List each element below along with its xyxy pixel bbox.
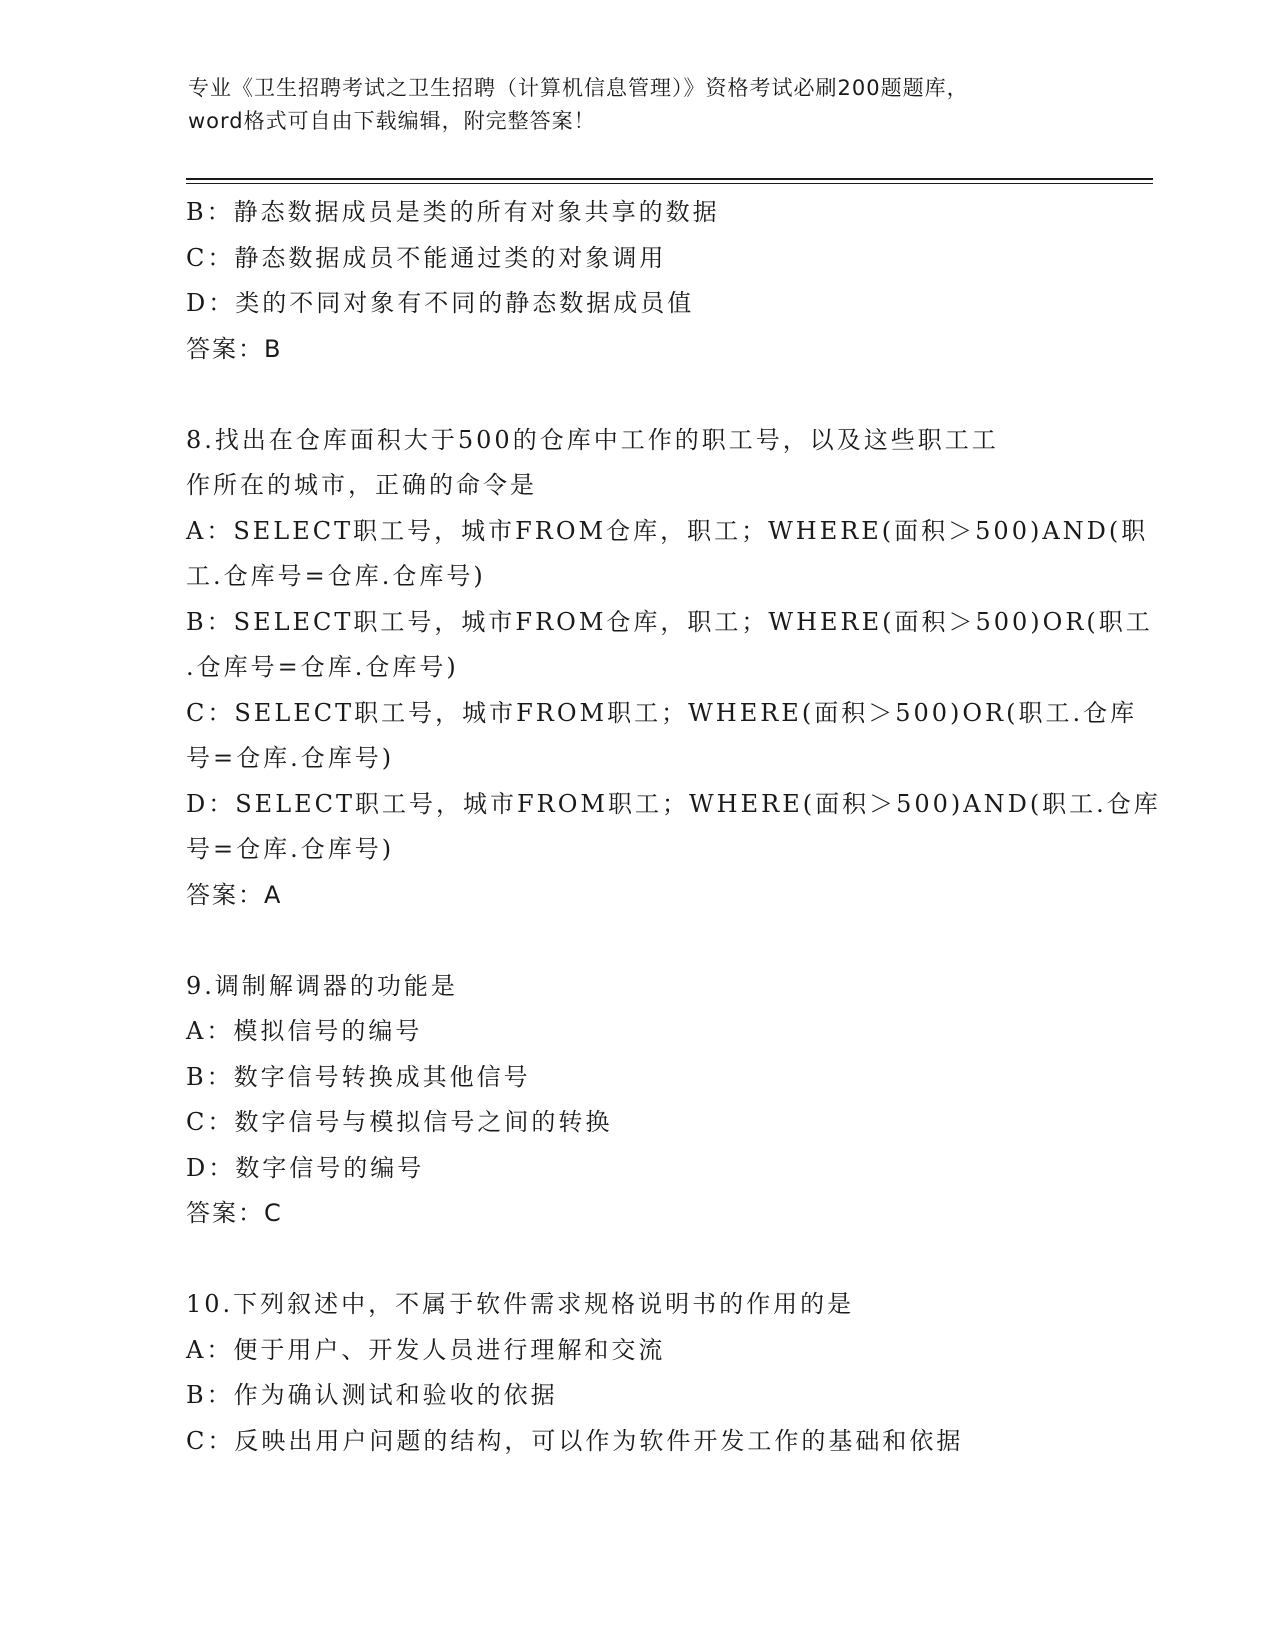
spacer [186, 372, 1086, 418]
question-7-option-d: D：类的不同对象有不同的静态数据成员值 [186, 289, 695, 317]
question-10-option-c: C：反映出用户问题的结构，可以作为软件开发工作的基础和依据 [186, 1426, 964, 1455]
question-7-option-b: B：静态数据成员是类的所有对象共享的数据 [186, 198, 720, 226]
question-9-block [186, 964, 1086, 1237]
question-8-stem-line-2: 作所在的城市，正确的命令是 [186, 471, 537, 499]
question-content [186, 190, 1161, 1464]
question-10-option-b: B：作为确认测试和验收的依据 [186, 1381, 558, 1409]
question-9-option-a: A：模拟信号的编号 [186, 1017, 423, 1045]
question-7-answer: 答案：B [186, 334, 283, 363]
question-8-answer: 答案：A [186, 880, 283, 909]
question-8-option-c-line-1: C：SELECT职工号，城市FROM职工；WHERE(面积＞500)OR(职工.仓库 [186, 698, 1138, 727]
header-line-2: word格式可自由下载编辑，附完整答案！ [188, 109, 596, 133]
question-8-option-a-line-1: A：SELECT职工号，城市FROM仓库，职工；WHERE(面积＞500)AND(职 [186, 516, 1149, 545]
question-9-option-b: B：数字信号转换成其他信号 [186, 1062, 531, 1091]
header-line-1: 专业《卫生招聘考试之卫生招聘（计算机信息管理）》资格考试必刷200题题库， [188, 76, 969, 100]
question-9-stem: 9.调制解调器的功能是 [186, 971, 458, 1000]
spacer [186, 918, 1086, 964]
question-8-option-d-line-1: D：SELECT职工号，城市FROM职工；WHERE(面积＞500)AND(职工.仓库 [186, 789, 1161, 818]
question-10-stem: 10.下列叙述中，不属于软件需求规格说明书的作用的是 [186, 1290, 855, 1318]
spacer [186, 1237, 1086, 1283]
question-8-option-a-line-2: 工.仓库号=仓库.仓库号) [186, 562, 486, 590]
question-7-block [186, 190, 1086, 372]
question-8-option-b-line-1: B：SELECT职工号，城市FROM仓库，职工；WHERE(面积＞500)OR(职工 [186, 607, 1153, 636]
document-header [188, 72, 1088, 138]
question-9-answer: 答案：C [186, 1199, 283, 1227]
question-8-option-c-line-2: 号=仓库.仓库号) [186, 744, 395, 772]
header-divider-thick [186, 178, 1153, 180]
header-divider-thin [186, 183, 1153, 184]
question-9-option-c: C：数字信号与模拟信号之间的转换 [186, 1108, 613, 1136]
question-8-block [186, 418, 1161, 919]
question-10-block [186, 1282, 1086, 1464]
question-8-option-b-line-2: .仓库号=仓库.仓库号) [186, 653, 459, 681]
question-8-option-d-line-2: 号=仓库.仓库号) [186, 835, 395, 863]
question-10-option-a: A：便于用户、开发人员进行理解和交流 [186, 1335, 666, 1364]
question-7-option-c: C：静态数据成员不能通过类的对象调用 [186, 243, 667, 272]
question-8-stem-line-1: 8.找出在仓库面积大于500的仓库中工作的职工号，以及这些职工工 [186, 425, 999, 454]
question-9-option-d: D：数字信号的编号 [186, 1153, 425, 1182]
